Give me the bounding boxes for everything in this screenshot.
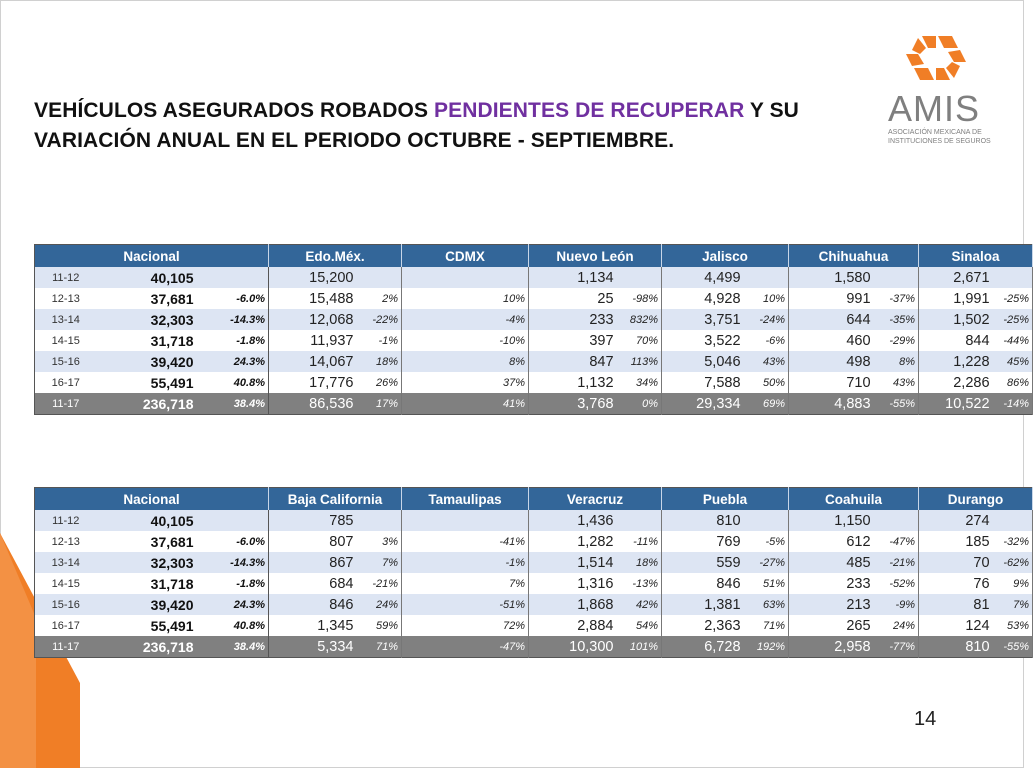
state-value-cell	[402, 573, 484, 594]
state-pct-cell: -5%	[744, 531, 789, 552]
national-value-cell: 40,105	[97, 267, 197, 288]
state-pct-cell: -24%	[744, 309, 789, 330]
state-pct-cell: 7%	[484, 573, 529, 594]
period-cell: 11-12	[35, 267, 97, 288]
state-pct-cell: -1%	[357, 330, 402, 351]
state-value-cell: 397	[529, 330, 617, 351]
table-row	[35, 372, 1033, 393]
state-value-cell	[402, 288, 484, 309]
state-value-cell: 10,300	[529, 636, 617, 658]
title-part-1: VEHÍCULOS ASEGURADOS ROBADOS	[34, 99, 434, 122]
state-value-cell: 844	[919, 330, 993, 351]
state-pct-cell: 54%	[617, 615, 662, 636]
state-value-cell: 15,488	[269, 288, 357, 309]
state-pct-cell: 113%	[617, 351, 662, 372]
state-value-cell: 1,436	[529, 510, 617, 531]
state-value-cell: 1,580	[789, 267, 874, 288]
state-pct-cell	[744, 510, 789, 531]
period-cell: 14-15	[35, 330, 97, 351]
state-value-cell: 265	[789, 615, 874, 636]
state-pct-cell: 45%	[993, 351, 1033, 372]
state-value-cell: 124	[919, 615, 993, 636]
state-pct-cell: -4%	[484, 309, 529, 330]
state-pct-cell: -1%	[484, 552, 529, 573]
state-value-cell: 2,671	[919, 267, 993, 288]
state-pct-cell: -52%	[874, 573, 919, 594]
state-value-cell: 274	[919, 510, 993, 531]
period-cell: 11-17	[35, 636, 97, 658]
national-value-cell: 39,420	[97, 594, 197, 615]
state-value-cell: 5,046	[662, 351, 744, 372]
state-value-cell: 3,768	[529, 393, 617, 415]
period-cell: 11-12	[35, 510, 97, 531]
state-value-cell: 846	[269, 594, 357, 615]
state-value-cell: 684	[269, 573, 357, 594]
state-pct-cell: 34%	[617, 372, 662, 393]
period-cell: 11-17	[35, 393, 97, 415]
state-pct-cell: -55%	[874, 393, 919, 415]
state-pct-cell: -21%	[357, 573, 402, 594]
state-pct-cell: -35%	[874, 309, 919, 330]
column-header: Nacional	[35, 488, 269, 511]
state-value-cell	[402, 309, 484, 330]
state-pct-cell: -47%	[874, 531, 919, 552]
period-cell: 12-13	[35, 288, 97, 309]
state-pct-cell	[993, 267, 1033, 288]
state-value-cell: 2,958	[789, 636, 874, 658]
national-pct-cell	[197, 510, 269, 531]
state-value-cell	[402, 636, 484, 658]
state-value-cell: 1,132	[529, 372, 617, 393]
state-pct-cell	[357, 267, 402, 288]
state-pct-cell: 8%	[484, 351, 529, 372]
state-pct-cell	[484, 510, 529, 531]
state-pct-cell: 3%	[357, 531, 402, 552]
state-value-cell: 612	[789, 531, 874, 552]
total-row	[35, 636, 1033, 658]
state-value-cell: 644	[789, 309, 874, 330]
state-pct-cell: -37%	[874, 288, 919, 309]
state-value-cell: 710	[789, 372, 874, 393]
column-header: Puebla	[662, 488, 789, 511]
state-pct-cell: 8%	[874, 351, 919, 372]
column-header: Edo.Méx.	[269, 245, 402, 268]
state-pct-cell: -9%	[874, 594, 919, 615]
state-pct-cell: 24%	[874, 615, 919, 636]
table-row	[35, 573, 1033, 594]
state-pct-cell: -77%	[874, 636, 919, 658]
national-value-cell: 37,681	[97, 531, 197, 552]
table-row	[35, 288, 1033, 309]
table-row	[35, 351, 1033, 372]
state-value-cell: 11,937	[269, 330, 357, 351]
state-value-cell: 86,536	[269, 393, 357, 415]
title-part-2: Y SU VARIACIÓN ANUAL EN EL PERIODO OCTUBRE - SEPTIEMBRE.	[34, 99, 799, 152]
state-value-cell: 2,363	[662, 615, 744, 636]
state-pct-cell: 51%	[744, 573, 789, 594]
state-value-cell: 70	[919, 552, 993, 573]
period-cell: 12-13	[35, 531, 97, 552]
national-value-cell: 31,718	[97, 330, 197, 351]
state-value-cell: 785	[269, 510, 357, 531]
state-value-cell: 810	[662, 510, 744, 531]
state-pct-cell	[357, 510, 402, 531]
state-pct-cell: -10%	[484, 330, 529, 351]
national-value-cell: 37,681	[97, 288, 197, 309]
column-header: Sinaloa	[919, 245, 1033, 268]
national-value-cell: 32,303	[97, 552, 197, 573]
state-pct-cell: -21%	[874, 552, 919, 573]
state-pct-cell: -25%	[993, 309, 1033, 330]
state-pct-cell: 10%	[744, 288, 789, 309]
period-cell: 14-15	[35, 573, 97, 594]
state-pct-cell: 18%	[357, 351, 402, 372]
column-header: Nuevo León	[529, 245, 662, 268]
state-value-cell	[402, 594, 484, 615]
state-pct-cell	[993, 510, 1033, 531]
state-pct-cell: 17%	[357, 393, 402, 415]
state-pct-cell: 832%	[617, 309, 662, 330]
state-value-cell	[402, 351, 484, 372]
state-value-cell: 810	[919, 636, 993, 658]
state-value-cell: 991	[789, 288, 874, 309]
state-value-cell: 17,776	[269, 372, 357, 393]
national-pct-cell: -14.3%	[197, 309, 269, 330]
national-value-cell: 39,420	[97, 351, 197, 372]
state-pct-cell: 192%	[744, 636, 789, 658]
state-pct-cell	[744, 267, 789, 288]
national-pct-cell: 40.8%	[197, 615, 269, 636]
state-pct-cell: 7%	[993, 594, 1033, 615]
state-pct-cell: -44%	[993, 330, 1033, 351]
table-top	[34, 244, 1033, 415]
state-pct-cell: -47%	[484, 636, 529, 658]
state-value-cell: 185	[919, 531, 993, 552]
state-value-cell: 1,228	[919, 351, 993, 372]
state-pct-cell: -32%	[993, 531, 1033, 552]
state-value-cell: 485	[789, 552, 874, 573]
table-row	[35, 615, 1033, 636]
state-pct-cell: 86%	[993, 372, 1033, 393]
state-value-cell: 1,345	[269, 615, 357, 636]
state-pct-cell: -25%	[993, 288, 1033, 309]
state-pct-cell: 53%	[993, 615, 1033, 636]
state-pct-cell: 18%	[617, 552, 662, 573]
state-value-cell: 1,381	[662, 594, 744, 615]
state-value-cell: 1,134	[529, 267, 617, 288]
page-number: 14	[914, 708, 937, 730]
state-value-cell: 847	[529, 351, 617, 372]
state-pct-cell: 70%	[617, 330, 662, 351]
column-header: CDMX	[402, 245, 529, 268]
state-value-cell: 559	[662, 552, 744, 573]
state-value-cell: 233	[529, 309, 617, 330]
state-pct-cell: 43%	[744, 351, 789, 372]
table-row	[35, 330, 1033, 351]
national-pct-cell: 38.4%	[197, 393, 269, 415]
state-value-cell: 233	[789, 573, 874, 594]
state-value-cell: 213	[789, 594, 874, 615]
national-pct-cell: 40.8%	[197, 372, 269, 393]
state-pct-cell: 43%	[874, 372, 919, 393]
state-value-cell: 1,514	[529, 552, 617, 573]
state-pct-cell: 0%	[617, 393, 662, 415]
state-value-cell: 10,522	[919, 393, 993, 415]
state-pct-cell	[874, 267, 919, 288]
state-pct-cell: 69%	[744, 393, 789, 415]
table-header-row	[35, 245, 1033, 268]
state-value-cell: 81	[919, 594, 993, 615]
amis-logo-text: AMIS	[888, 88, 981, 129]
national-value-cell: 236,718	[97, 636, 197, 658]
state-value-cell: 2,286	[919, 372, 993, 393]
state-value-cell: 5,334	[269, 636, 357, 658]
state-pct-cell: 9%	[993, 573, 1033, 594]
state-value-cell: 846	[662, 573, 744, 594]
state-pct-cell: -51%	[484, 594, 529, 615]
state-pct-cell: 26%	[357, 372, 402, 393]
state-pct-cell	[874, 510, 919, 531]
column-header: Tamaulipas	[402, 488, 529, 511]
national-pct-cell: -14.3%	[197, 552, 269, 573]
national-value-cell: 55,491	[97, 372, 197, 393]
state-value-cell	[402, 330, 484, 351]
state-pct-cell: -62%	[993, 552, 1033, 573]
amis-logo-subtitle: ASOCIACIÓN MEXICANA DE INSTITUCIONES DE SEGUROS	[888, 129, 991, 145]
state-value-cell: 460	[789, 330, 874, 351]
state-pct-cell: 50%	[744, 372, 789, 393]
state-value-cell: 6,728	[662, 636, 744, 658]
state-value-cell	[402, 552, 484, 573]
state-value-cell: 3,751	[662, 309, 744, 330]
column-header: Nacional	[35, 245, 269, 268]
state-value-cell: 1,502	[919, 309, 993, 330]
table-row	[35, 531, 1033, 552]
state-pct-cell: 2%	[357, 288, 402, 309]
table-header-row	[35, 488, 1033, 511]
state-pct-cell: 41%	[484, 393, 529, 415]
table-row	[35, 267, 1033, 288]
period-cell: 13-14	[35, 309, 97, 330]
total-row	[35, 393, 1033, 415]
column-header: Veracruz	[529, 488, 662, 511]
national-value-cell: 31,718	[97, 573, 197, 594]
national-pct-cell: -1.8%	[197, 330, 269, 351]
national-pct-cell: -6.0%	[197, 288, 269, 309]
state-value-cell: 867	[269, 552, 357, 573]
state-pct-cell: 37%	[484, 372, 529, 393]
state-pct-cell: -98%	[617, 288, 662, 309]
state-pct-cell: -14%	[993, 393, 1033, 415]
period-cell: 13-14	[35, 552, 97, 573]
state-pct-cell: 71%	[357, 636, 402, 658]
state-pct-cell: 59%	[357, 615, 402, 636]
state-pct-cell: -29%	[874, 330, 919, 351]
state-pct-cell: 71%	[744, 615, 789, 636]
period-cell: 15-16	[35, 594, 97, 615]
state-value-cell: 1,868	[529, 594, 617, 615]
state-value-cell: 1,316	[529, 573, 617, 594]
state-value-cell: 12,068	[269, 309, 357, 330]
column-header: Coahuila	[789, 488, 919, 511]
state-pct-cell: 72%	[484, 615, 529, 636]
national-pct-cell: -6.0%	[197, 531, 269, 552]
state-value-cell: 1,991	[919, 288, 993, 309]
state-value-cell: 1,282	[529, 531, 617, 552]
state-value-cell: 15,200	[269, 267, 357, 288]
page-title	[34, 96, 894, 156]
national-pct-cell: 38.4%	[197, 636, 269, 658]
national-value-cell: 40,105	[97, 510, 197, 531]
national-value-cell: 32,303	[97, 309, 197, 330]
state-value-cell: 29,334	[662, 393, 744, 415]
state-value-cell: 4,499	[662, 267, 744, 288]
state-value-cell: 3,522	[662, 330, 744, 351]
national-pct-cell	[197, 267, 269, 288]
state-pct-cell	[617, 267, 662, 288]
column-header: Chihuahua	[789, 245, 919, 268]
national-pct-cell: 24.3%	[197, 594, 269, 615]
table-row	[35, 309, 1033, 330]
state-pct-cell	[617, 510, 662, 531]
state-value-cell: 7,588	[662, 372, 744, 393]
period-cell: 16-17	[35, 615, 97, 636]
state-value-cell	[402, 372, 484, 393]
state-value-cell: 2,884	[529, 615, 617, 636]
state-value-cell: 25	[529, 288, 617, 309]
national-value-cell: 55,491	[97, 615, 197, 636]
state-value-cell	[402, 267, 484, 288]
title-highlight: PENDIENTES DE RECUPERAR	[434, 99, 745, 122]
state-pct-cell: 24%	[357, 594, 402, 615]
state-value-cell: 76	[919, 573, 993, 594]
state-value-cell	[402, 531, 484, 552]
state-value-cell	[402, 510, 484, 531]
state-value-cell: 1,150	[789, 510, 874, 531]
table-row	[35, 594, 1033, 615]
state-pct-cell: -13%	[617, 573, 662, 594]
state-pct-cell: 7%	[357, 552, 402, 573]
state-pct-cell: 101%	[617, 636, 662, 658]
state-value-cell: 807	[269, 531, 357, 552]
state-pct-cell: -55%	[993, 636, 1033, 658]
period-cell: 16-17	[35, 372, 97, 393]
state-pct-cell	[484, 267, 529, 288]
state-pct-cell: 10%	[484, 288, 529, 309]
state-value-cell: 498	[789, 351, 874, 372]
column-header: Jalisco	[662, 245, 789, 268]
table-row	[35, 510, 1033, 531]
period-cell: 15-16	[35, 351, 97, 372]
state-pct-cell: -27%	[744, 552, 789, 573]
state-pct-cell: -22%	[357, 309, 402, 330]
column-header: Baja California	[269, 488, 402, 511]
state-value-cell	[402, 393, 484, 415]
state-value-cell: 14,067	[269, 351, 357, 372]
state-value-cell: 4,928	[662, 288, 744, 309]
state-pct-cell: -6%	[744, 330, 789, 351]
table-bottom	[34, 487, 1033, 658]
state-value-cell: 769	[662, 531, 744, 552]
state-pct-cell: -11%	[617, 531, 662, 552]
state-pct-cell: 42%	[617, 594, 662, 615]
table-row	[35, 552, 1033, 573]
state-value-cell: 4,883	[789, 393, 874, 415]
state-pct-cell: 63%	[744, 594, 789, 615]
state-value-cell	[402, 615, 484, 636]
state-pct-cell: -41%	[484, 531, 529, 552]
national-value-cell: 236,718	[97, 393, 197, 415]
column-header: Durango	[919, 488, 1033, 511]
national-pct-cell: 24.3%	[197, 351, 269, 372]
national-pct-cell: -1.8%	[197, 573, 269, 594]
